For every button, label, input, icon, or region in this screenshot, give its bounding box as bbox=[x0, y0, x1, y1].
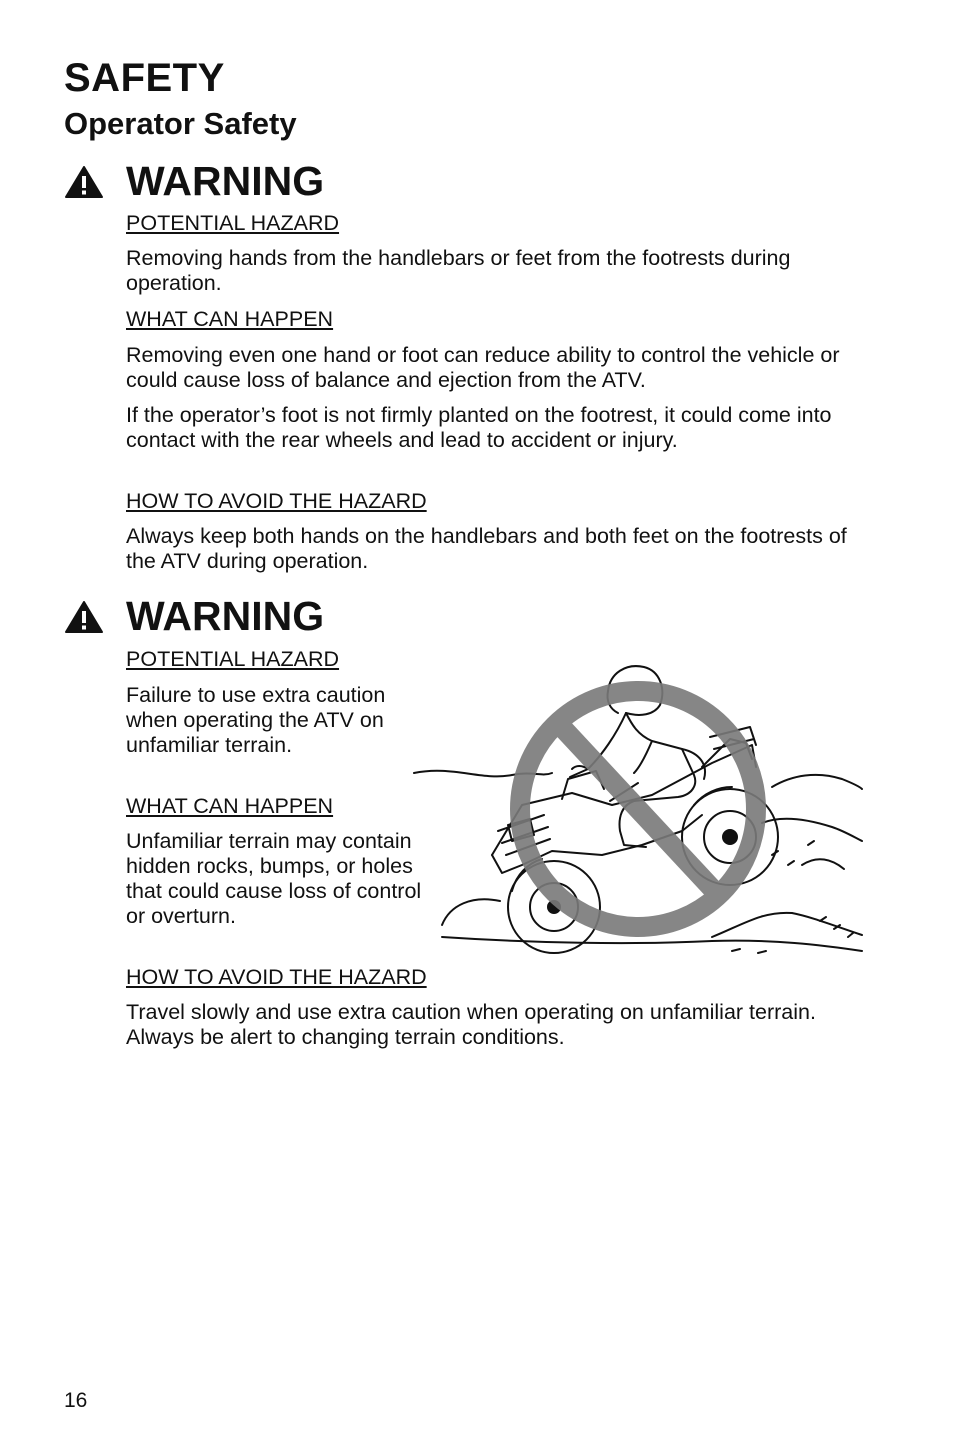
section-title: SAFETY bbox=[64, 56, 225, 100]
what-can-happen-label: WHAT CAN HAPPEN bbox=[126, 307, 334, 331]
potential-hazard-text: Failure to use extra caution when operating the ATV on unfamiliar terrain. bbox=[126, 683, 386, 757]
atv-terrain-illustration bbox=[412, 655, 864, 963]
potential-hazard-label: POTENTIAL HAZARD bbox=[126, 211, 340, 235]
what-can-happen-text: Removing even one hand or foot can reduce ability to control the vehicle or could cause loss of balance and ejection from the ATV. bbox=[126, 343, 840, 392]
warning-heading-2 bbox=[64, 591, 864, 641]
what-can-happen-text: If the operator’s foot is not firmly planted on the footrest, it could come into contact with the rear wheels and lead to accident or injury. bbox=[126, 403, 832, 452]
prohibition-sign-icon bbox=[520, 691, 756, 927]
warning-heading-1 bbox=[64, 156, 864, 206]
potential-hazard-text: Removing hands from the handlebars or feet from the footrests during operation. bbox=[126, 246, 791, 295]
how-to-avoid-label: HOW TO AVOID THE HAZARD bbox=[126, 489, 427, 513]
how-to-avoid-text: Travel slowly and use extra caution when operating on unfamiliar terrain. Always be alert to changing terrain conditions. bbox=[126, 1000, 816, 1049]
how-to-avoid-text: Always keep both hands on the handlebars and both feet on the footrests of the ATV during operation. bbox=[126, 524, 847, 573]
potential-hazard-label: POTENTIAL HAZARD bbox=[126, 647, 340, 671]
warning-title: WARNING bbox=[126, 158, 325, 204]
warning-triangle-icon bbox=[64, 165, 104, 199]
warning-title: WARNING bbox=[126, 593, 325, 639]
warning-triangle-icon bbox=[64, 600, 104, 634]
what-can-happen-text: Unfamiliar terrain may contain hidden rocks, bumps, or holes that could cause loss of control or overturn. bbox=[126, 829, 422, 928]
what-can-happen-label: WHAT CAN HAPPEN bbox=[126, 794, 334, 818]
page-number: 16 bbox=[64, 1389, 88, 1412]
how-to-avoid-label: HOW TO AVOID THE HAZARD bbox=[126, 965, 427, 989]
subsection-title: Operator Safety bbox=[64, 106, 297, 141]
